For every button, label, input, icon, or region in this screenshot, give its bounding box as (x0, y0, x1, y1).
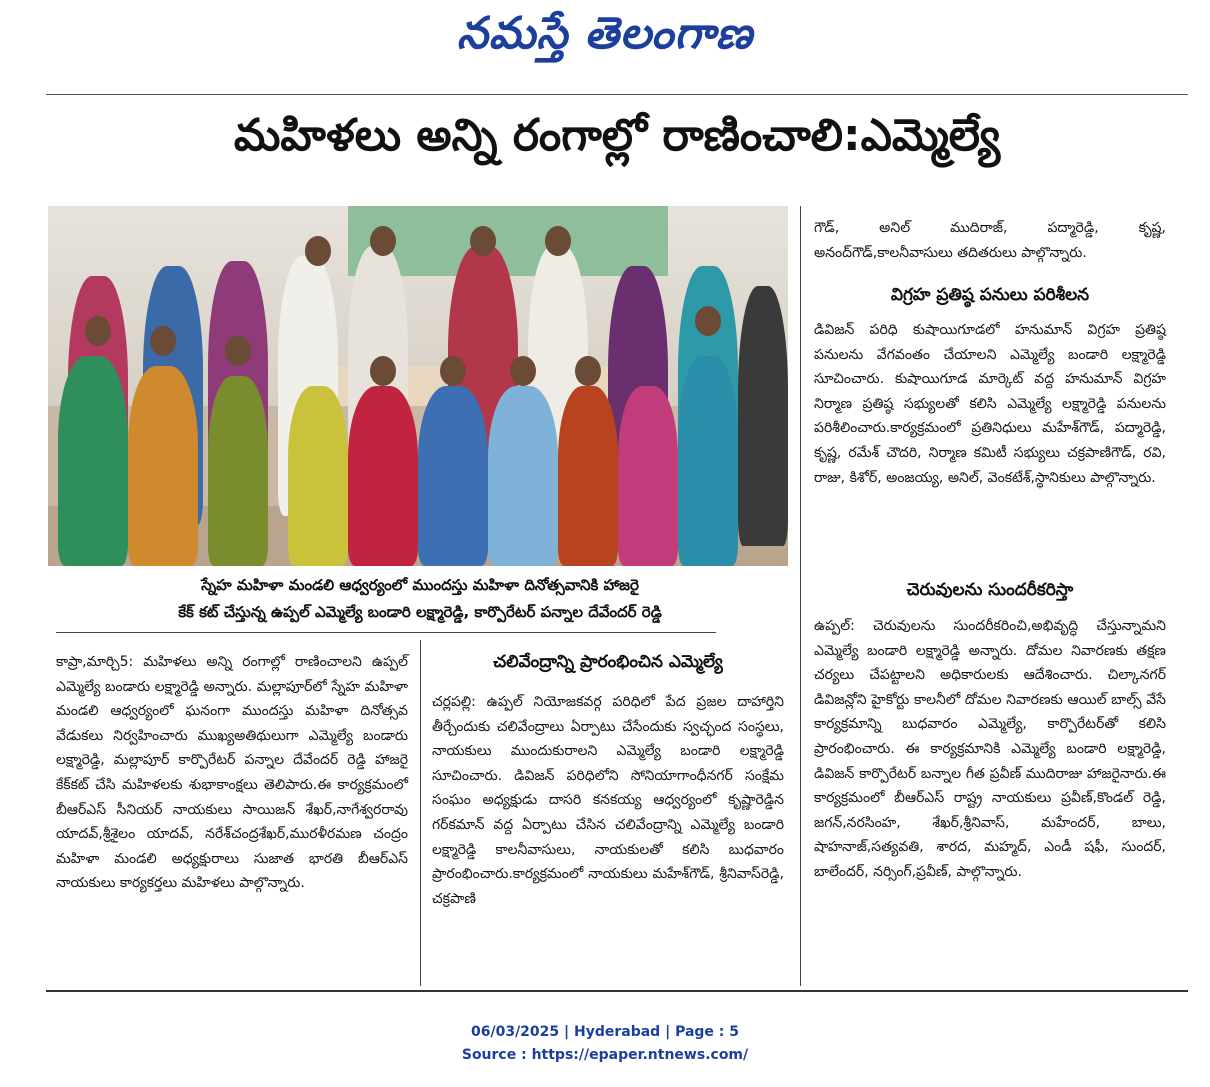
photo-person (618, 386, 678, 566)
photo-head (370, 356, 396, 386)
article-right-section1-text: డివిజన్ పరిధి కుషాయిగూడలో హనుమాన్ విగ్రహ ప్రతిష్ఠ పనులను వేగవంతం చేయాలని ఎమ్మెల్యే బండారి లక్ష్మారెడ్డి సూచించారు. కుషాయిగూడ మార్కెట్ వద్ద హనుమాన్ విగ్రహ నిర్మాణ ప్రతిష్ఠ సభ్యులతో కలిసి ఎమ్మెల్యే లక్ష్మారెడ్డి పనులను పరిశీలించారు.కార్యక్రమంలో ప్రతినిధులు మహేశ్‌గౌడ్, పద్మారెడ్డి, కృష్ణ, రమేశ్ చౌదరి, నిర్మాణ కమిటీ సభ్యులు చక్రపాణిగౌడ్, రవి, రాజు, కిశోర్, అంజయ్య, అనిల్, వెంకటేశ్,స్థానికులు పాల్గొన్నారు. (814, 322, 1166, 486)
photo-person (678, 356, 738, 566)
article-middle-body: చర్లపల్లి: ఉప్పల్ నియోజకవర్గ పరిధిలో పేద ప్రజల దాహార్తిని తీర్చేందుకు చలివేంద్రాలు ఏర్పాటు చేసేందుకు స్వచ్ఛంద సంస్థలు, నాయకులు ముందుకురాలని ఎమ్మెల్యే బండారి లక్ష్మారెడ్డి సూచించారు. డివిజన్ పరిధిలోని సోనియాగాంధీనగర్ సంక్షేమ సంఘం అధ్యక్షుడు దాసరి కనకయ్య ఆధ్వర్యంలో కృష్ణారెడ్డిన గర్‌కమాన్ వద్ద ఏర్పాటు చేసిన చలివేంద్రాన్ని ఎమ్మెల్యే బండారి లక్ష్మారెడ్డి కాలనీవాసులు, నాయకులతో కలిసి బుధవారం ప్రారంభించారు.కార్యక్రమంలో నాయకులు మహేశ్‌గౌడ్, శ్రీనివాస్‌రెడ్డి, చక్రపాణి (432, 694, 784, 907)
photo-person (58, 356, 128, 566)
photo-caption (100, 572, 740, 626)
masthead (0, 8, 1210, 70)
photo-person (348, 386, 418, 566)
article-left (56, 650, 408, 896)
photo-head (440, 356, 466, 386)
photo-person (488, 386, 558, 566)
article-right-section1 (814, 318, 1166, 490)
photo-head (695, 306, 721, 336)
column-divider (420, 640, 421, 986)
photo-head (85, 316, 111, 346)
article-right-subhead2: చెరువులను సుందరీకరిస్తా (906, 580, 1074, 600)
photo-head (305, 236, 331, 266)
photo-head (575, 356, 601, 386)
caption-divider (56, 632, 716, 633)
masthead-logo: నమస్తే తెలంగాణ (456, 8, 754, 59)
headline: మహిళలు అన్ని రంగాల్లో రాణించాలి:ఎమ్మెల్యే (233, 110, 1001, 161)
column-divider (800, 206, 801, 986)
article-right-section2 (814, 614, 1166, 885)
photo-person (208, 376, 268, 566)
article-right-intro (814, 216, 1166, 265)
photo-person (738, 286, 788, 546)
photo-head (545, 226, 571, 256)
photo-person (288, 386, 348, 566)
photo-caption-line1: స్నేహ మహిళా మండలి ఆధ్వర్యంలో ముందస్తు మహిళా దినోత్సవానికి హాజరై (201, 576, 639, 594)
photo-head (370, 226, 396, 256)
photo-head (470, 226, 496, 256)
article-left-body: కాప్రా,మార్చి5: మహిళలు అన్ని రంగాల్లో రాణించాలని ఉప్పల్ ఎమ్మెల్యే బండారు లక్ష్మారెడ్డి అన్నారు. మల్లాపూర్‌లో స్నేహ మహిళా మండలి ఆధ్వర్యంలో ఘనంగా ముందస్తు మహిళా దినోత్సవ వేడుకలు నిర్వహించారు ముఖ్యఅతిథులుగా ఎమ్మెల్యే బండారు లక్ష్మారెడ్డి, మల్లాపూర్ కార్పొరేటర్ పన్నాల దేవేందర్ రెడ్డి హాజరై కేక్‌కట్ చేసి మహిళలకు శుభాకాంక్షలు తెలిపారు.ఈ కార్యక్రమంలో బీఆర్ఎస్ సీనియర్ నాయకులు సాయిజన్ శేఖర్,నాగేశ్వరరావు యాదవ్,శ్రీశైలం యాదవ్, నరేశ్‌చంద్రశేఖర్,మురళీరమణ చంద్రం మహిళా మండలి అధ్యక్షురాలు సుజాత భారతి బీఆర్ఎస్ నాయకులు కార్యకర్తలు మహిళలు పాల్గొన్నారు. (56, 654, 408, 892)
article-middle-subhead: చలివేంద్రాన్ని ప్రారంభించిన ఎమ్మెల్యే (493, 652, 723, 672)
photo-caption-line2: కేక్ కట్ చేస్తున్న ఉప్పల్ ఎమ్మెల్యే బండారి లక్ష్మారెడ్డి, కార్పొరేటర్ పన్నాల దేవేందర్ రెడ్డి (178, 603, 662, 621)
photo-person (418, 386, 488, 566)
photo-person (128, 366, 198, 566)
photo-person (558, 386, 618, 566)
article-right-intro-text: గౌడ్, అనిల్ ముదిరాజ్, పద్మారెడ్డి, కృష్ణ, అనంద్‌గౌడ్,కాలనీవాసులు తదితరులు పాల్గొన్నారు. (814, 220, 1166, 261)
photo-head (510, 356, 536, 386)
footer-dateline: 06/03/2025 | Hyderabad | Page : 5 (470, 1024, 740, 1040)
bottom-divider (46, 990, 1188, 992)
news-photo (48, 206, 788, 566)
footer-source: Source : https://epaper.ntnews.com/ (461, 1047, 749, 1063)
top-divider (46, 94, 1188, 95)
photo-head (150, 326, 176, 356)
article-right-subhead1: విగ్రహ ప్రతిష్ఠ పనులు పరిశీలన (890, 285, 1090, 305)
article-right-section2-text: ఉప్పల్: చెరువులను సుందరీకరించి,అభివృద్ధి చేస్తున్నామని ఎమ్మెల్యే బండారి లక్ష్మారెడ్డి అన్నారు. దోమల నివారణకు తక్షణ చర్యలు చేపట్టాలని అధికారులకు ఆదేశించారు. చిల్కానగర్ డివిజన్లోని హైకోర్టు కాలనీలో దోమల నివారణకు ఆయిల్ బాల్స్ వేసే కార్యక్రమాన్ని బుధవారం ఎమ్మెల్యే, కార్పొరేటర్‌తో కలిసి ప్రారంభించారు. ఈ కార్యక్రమానికి ఎమ్మెల్యే బండారి లక్ష్మారెడ్డి, డివిజన్ కార్పొరేటర్ బన్నాల గీత ప్రవీణ్ ముదిరాజు హాజరైనారు.ఈ కార్యక్రమంలో బీఆర్ఎస్ రాష్ట్ర నాయకులు ప్రవీణ్,కొండల్ రెడ్డి, జగన్,నరసింహ, శేఖర్,శ్రీనివాస్, మహేందర్, బాలు, షాహనాజ్,సత్యవతి, శారద, మహ్మద్, ఎండీ షఫీ, సుందర్, బాలేందర్, నర్సింగ్,ప్రవీణ్, పాల్గొన్నారు. (814, 618, 1166, 880)
photo-head (225, 336, 251, 366)
article-middle (432, 690, 784, 911)
